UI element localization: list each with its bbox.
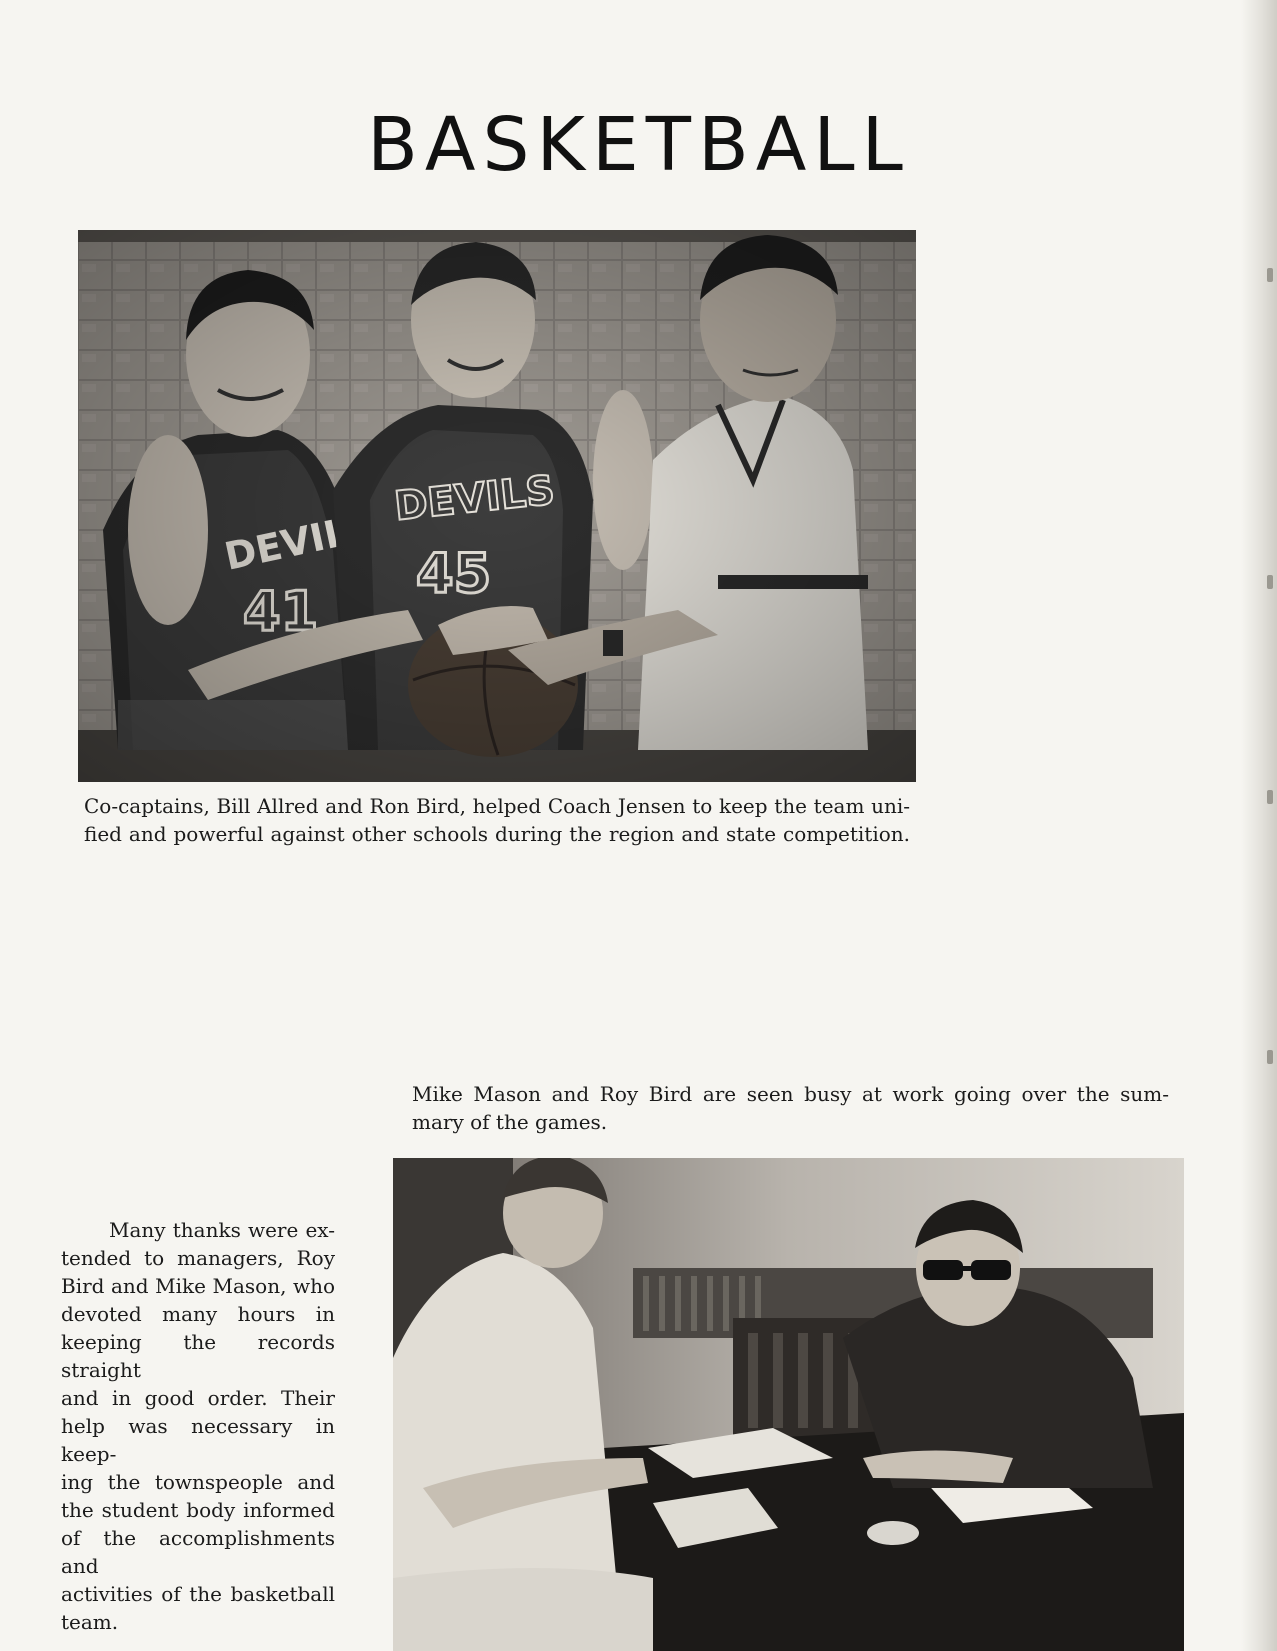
paragraph-line: of the accomplishments and <box>61 1526 335 1578</box>
top-photo-caption <box>84 792 910 848</box>
paragraph-line: Many thanks were ex- <box>109 1218 335 1242</box>
paragraph-line: keeping the records straight <box>61 1330 335 1382</box>
caption-line: Co-captains, Bill Allred and Ron Bird, helped Coach Jensen to keep the team uni- <box>84 794 910 818</box>
paragraph-line: devoted many hours in <box>61 1302 335 1326</box>
paragraph-line: the student body informed <box>61 1498 335 1522</box>
binding-mark <box>1267 1050 1273 1064</box>
glasses <box>923 1260 963 1280</box>
caption-line: Mike Mason and Roy Bird are seen busy at work going over the sum- <box>412 1082 1169 1106</box>
binding-mark <box>1267 268 1273 282</box>
paragraph-line: activities of the basketball <box>61 1582 335 1606</box>
paragraph-line: and in good order. Their <box>61 1386 335 1410</box>
page-edge <box>1241 0 1277 1651</box>
caption-line: fied and powerful against other schools during the region and state competition. <box>84 822 910 846</box>
page-title: BASKETBALL <box>367 101 910 188</box>
team-captains-photo-art <box>78 230 916 782</box>
paragraph-line: ing the townspeople and <box>61 1470 335 1494</box>
paragraph-line: tended to managers, Roy <box>61 1246 335 1270</box>
managers-paragraph <box>61 1216 335 1636</box>
team-captains-photo <box>78 230 916 782</box>
bottom-photo-caption <box>412 1080 1169 1136</box>
ashtray <box>867 1521 919 1545</box>
binding-mark <box>1267 575 1273 589</box>
paragraph-line: Bird and Mike Mason, who <box>61 1274 335 1298</box>
paragraph-line: team. <box>61 1610 119 1634</box>
binding-mark <box>1267 790 1273 804</box>
managers-photo <box>393 1158 1184 1651</box>
paragraph-line: help was necessary in keep- <box>61 1414 335 1466</box>
caption-line: mary of the games. <box>412 1110 608 1134</box>
managers-photo-art <box>393 1158 1184 1651</box>
